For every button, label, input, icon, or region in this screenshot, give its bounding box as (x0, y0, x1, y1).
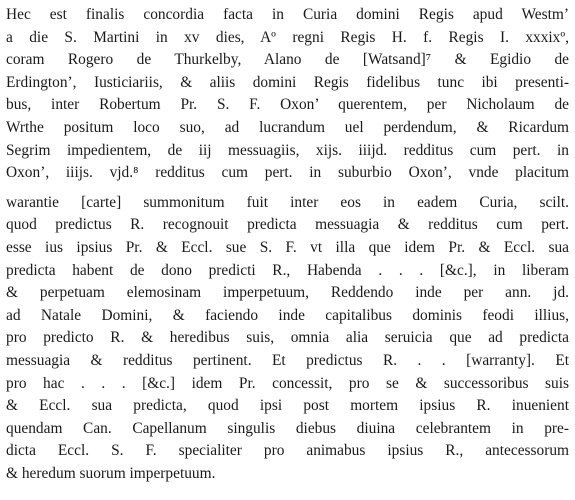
text-line: & Eccl. sua predicta, quod ipsi post mortem ipsius R. inuenient (6, 397, 569, 415)
text-line: & perpetuam elemosinam imperpetuum, Reddendo inde per ann. jd. (6, 284, 569, 302)
text-line: Oxon’, iiijs. vjd.⁸ redditus cum pert. in suburbio Oxon’, vnde placitum (6, 164, 569, 182)
text-line: ad Natale Domini, & faciendo inde capitalibus dominis feodi illius, (6, 306, 569, 324)
text-line: & heredum suorum imperpetuum. (6, 464, 216, 482)
text-line: a die S. Martini in xv dies, Aº regni Regis H. f. Regis I. xxxixº, (6, 28, 569, 46)
text-line: Wrthe positum loco suo, ad lucrandum uel perdendum, & Ricardum (6, 118, 569, 136)
text-line: pro hac . . . [&c.] idem Pr. concessit, pro se & successoribus suis (6, 374, 569, 392)
paragraph-final-concord (6, 4, 569, 185)
text-line: esse ius ipsius Pr. & Eccl. sue S. F. vt illa que idem Pr. & Eccl. sua (6, 238, 569, 256)
text-line: Erdington’, Iusticiariis, & aliis domini Regis fidelibus tunc ibi presenti- (6, 73, 569, 91)
text-line: predicta habent de dono predicti R., Habenda . . . [&c.], in liberam (6, 261, 569, 279)
text-line: bus, inter Robertum Pr. S. F. Oxon’ querentem, per Nicholaum de (6, 96, 569, 114)
paragraph-warranty (6, 192, 569, 486)
text-line: warantie [carte] summonitum fuit inter eos in eadem Curia, scilt. (6, 193, 569, 211)
text-line: pro predicto R. & heredibus suis, omnia alia seruicia que ad predicta (6, 329, 569, 347)
text-line: Hec est finalis concordia facta in Curia domini Regis apud Westm’ (6, 6, 569, 23)
text-line: messuagia & redditus pertinent. Et predictus R. . . [warranty]. Et (6, 351, 569, 369)
text-line: quod predictus R. recognouit predicta messuagia & redditus cum pert. (6, 216, 569, 234)
text-line: coram Rogero de Thurkelby, Alano de [Watsand]⁷ & Egidio de (6, 51, 569, 69)
text-line: Segrim impedientem, de iij messuagiis, xijs. iiijd. redditus cum pert. in (6, 141, 569, 159)
text-line: dicta Eccl. S. F. specialiter pro animabus ipsius R., antecessorum (6, 442, 569, 460)
text-line: quendam Can. Capellanum singulis diebus diuina celebrantem in pre- (6, 419, 569, 437)
